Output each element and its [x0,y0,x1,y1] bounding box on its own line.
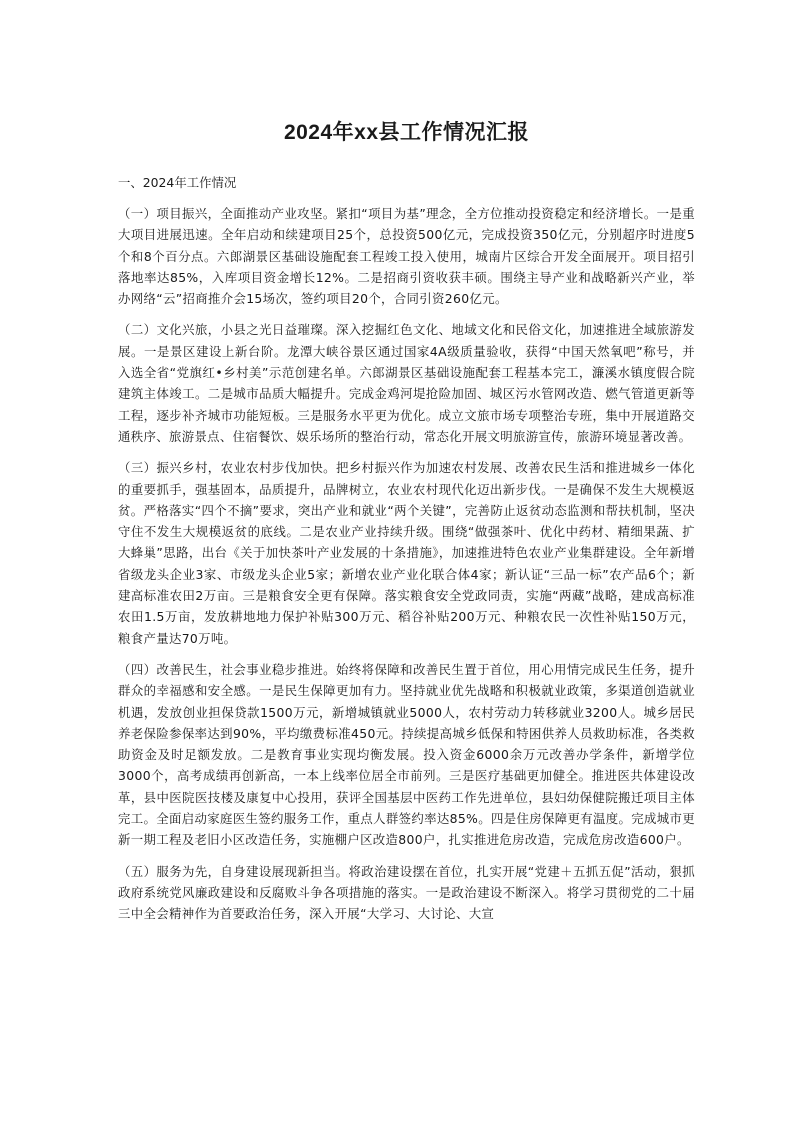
section-heading: 一、2024年工作情况 [118,175,237,190]
paragraph-service: （五）服务为先，自身建设展现新担当。将政治建设摆在首位，扎实开展“党建＋五抓五促”活动，狠抓政府系统党风廉政建设和反腐败斗争各项措施的落实。一是政治建设不断深入。将学习贯彻党的二十届三中全会精神作为首要政治任务，深入开展“大学习、大讨论、大宣 [118,863,695,922]
document-title: 2024年xx县工作情况汇报 [283,121,530,144]
paragraph-projects: （一）项目振兴，全面推动产业攻坚。紧扣“项目为基”理念，全方位推动投资稳定和经济增长。一是重大项目进展迅速。全年启动和续建项目25个，总投资500亿元，完成投资350亿元，分别超序时进度5个和8个百分点。六郎湖景区基础设施配套工程竣工投入使用，城南片区综合开发全面展开。项目招引落地率达85%，入库项目资金增长12%。二是招商引资收获丰硕。围绕主导产业和战略新兴产业，举办网络“云”招商推介会15场次，签约项目20个，合同引资260亿元。 [118,206,695,307]
paragraph-livelihood: （四）改善民生，社会事业稳步推进。始终将保障和改善民生置于首位，用心用情完成民生任务，提升群众的幸福感和安全感。一是民生保障更加有力。坚持就业优先战略和积极就业政策，多渠道创造就业机遇，发放创业担保贷款1500万元，新增城镇就业5000人，农村劳动力转移就业3200人。城乡居民养老保险参保率达到90%，平均缴费标准450元。持续提高城乡低保和特困供养人员救助标准，各类救助资金及时足额发放。二是教育事业实现均衡发展。投入资金6000余万元改善办学条件，新增学位3000个，高考成绩再创新高，一本上线率位居全市前列。三是医疗基础更加健全。推进医共体建设改革，县中医院医技楼及康复中心投用，获评全国基层中医药工作先进单位，县妇幼保健院搬迁项目主体完工。全面启动家庭医生签约服务工作，重点人群签约率达85%。四是住房保障更有温度。完成城市更新一期工程及老旧小区改造任务，实施棚户区改造800户，扎实推进危房改造，完成危房改造600户。 [118,661,695,848]
paragraph-rural-revitalization: （三）振兴乡村，农业农村步伐加快。把乡村振兴作为加速农村发展、改善农民生活和推进城乡一体化的重要抓手，强基固本，品质提升，品牌树立，农业农村现代化迈出新步伐。一是确保不发生大规模返贫。严格落实“四个不摘”要求，突出产业和就业“两个关键”，完善防止返贫动态监测和帮扶机制，坚决守住不发生大规模返贫的底线。二是农业产业持续升级。围绕“做强茶叶、优化中药材、精细果蔬、扩大蜂巢”思路，出台《关于加快茶叶产业发展的十条措施》，加速推进特色农业产业集群建设。全年新增省级龙头企业3家、市级龙头企业5家；新增农业产业化联合体4家；新认证“三品一标”农产品6个；新建高标准农田2万亩。三是粮食安全更有保障。落实粮食安全党政同责，实施“两藏”战略，建成高标准农田1.5万亩，发放耕地地力保护补贴300万元、稻谷补贴200万元、种粮农民一次性补贴150万元，粮食产量达70万吨。 [118,460,695,646]
paragraph-culture-tourism: （二）文化兴旅，小县之光日益璀璨。深入挖掘红色文化、地域文化和民俗文化，加速推进全域旅游发展。一是景区建设上新台阶。龙潭大峡谷景区通过国家4A级质量验收，获得“中国天然氧吧”称号，并入选全省“党旗红•乡村美”示范创建名单。六郎湖景区基础设施配套工程基本完工，濂溪水镇度假合院建筑主体竣工。二是城市品质大幅提升。完成金鸡河堤抢险加固、城区污水管网改造、燃气管道更新等工程，逐步补齐城市功能短板。三是服务水平更为优化。成立文旅市场专项整治专班，集中开展道路交通秩序、旅游景点、住宿餐饮、娱乐场所的整治行动，常态化开展文明旅游宣传，旅游环境显著改善。 [118,322,695,444]
